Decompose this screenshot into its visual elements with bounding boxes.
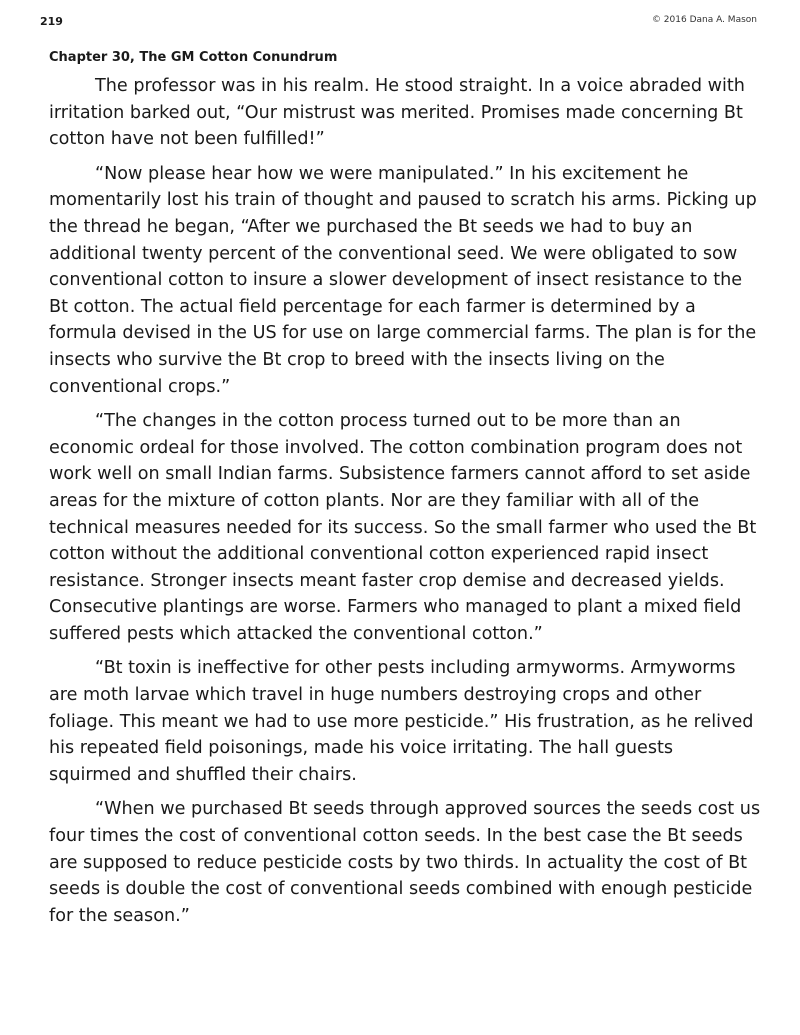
paragraph: The professor was in his realm. He stood straight. In a voice abraded with irritation barked out, “Our mistrust was merited. Promises made concerning Bt cotton have not been fulfilled!”: [49, 76, 745, 150]
chapter-body: [49, 73, 761, 937]
paragraph: “When we purchased Bt seeds through approved sources the seeds cost us four times the cost of conventional cotton seeds. In the best case the Bt seeds are supposed to reduce pesticide costs by two thirds. In actuality the cost of Bt seeds is double the cost of conventional seeds combined with enough pesticide for the season.”: [49, 799, 761, 926]
copyright-notice: © 2016 Dana A. Mason: [651, 15, 757, 25]
paragraph: “Now please hear how we were manipulated.” In his excitement he momentarily lost his train of thought and paused to scratch his arms. Picking up the thread he began, “After we purchased the Bt seeds we had to buy an additional twenty percent of the conventional seed. We were obligated to sow conventional cotton to insure a slower development of insect resistance to the Bt cotton. The actual field percentage for each farmer is determined by a formula devised in the US for use on large commercial farms. The plan is for the insects who survive the Bt crop to breed with the insects living on the conventional crops.”: [49, 163, 757, 397]
page-number: 219: [40, 15, 63, 28]
chapter-title: Chapter 30, The GM Cotton Conundrum: [49, 50, 338, 65]
paragraph: “The changes in the cotton process turned out to be more than an economic ordeal for those involved. The cotton combination program does not work well on small Indian farms. Subsistence farmers cannot afford to set aside areas for the mixture of cotton plants. Nor are they familiar with all of the technical measures needed for its success. So the small farmer who used the Bt cotton without the additional conventional cotton experienced rapid insect resistance. Stronger insects meant faster crop demise and decreased yields. Consecutive plantings are worse. Farmers who managed to plant a mixed field suffered pests which attacked the conventional cotton.”: [49, 411, 757, 644]
paragraph: “Bt toxin is ineffective for other pests including armyworms. Armyworms are moth larvae which travel in huge numbers destroying crops and other foliage. This meant we had to use more pesticide.” His frustration, as he relived his repeated field poisonings, made his voice irritating. The hall guests squirmed and shuffled their chairs.: [49, 658, 754, 785]
